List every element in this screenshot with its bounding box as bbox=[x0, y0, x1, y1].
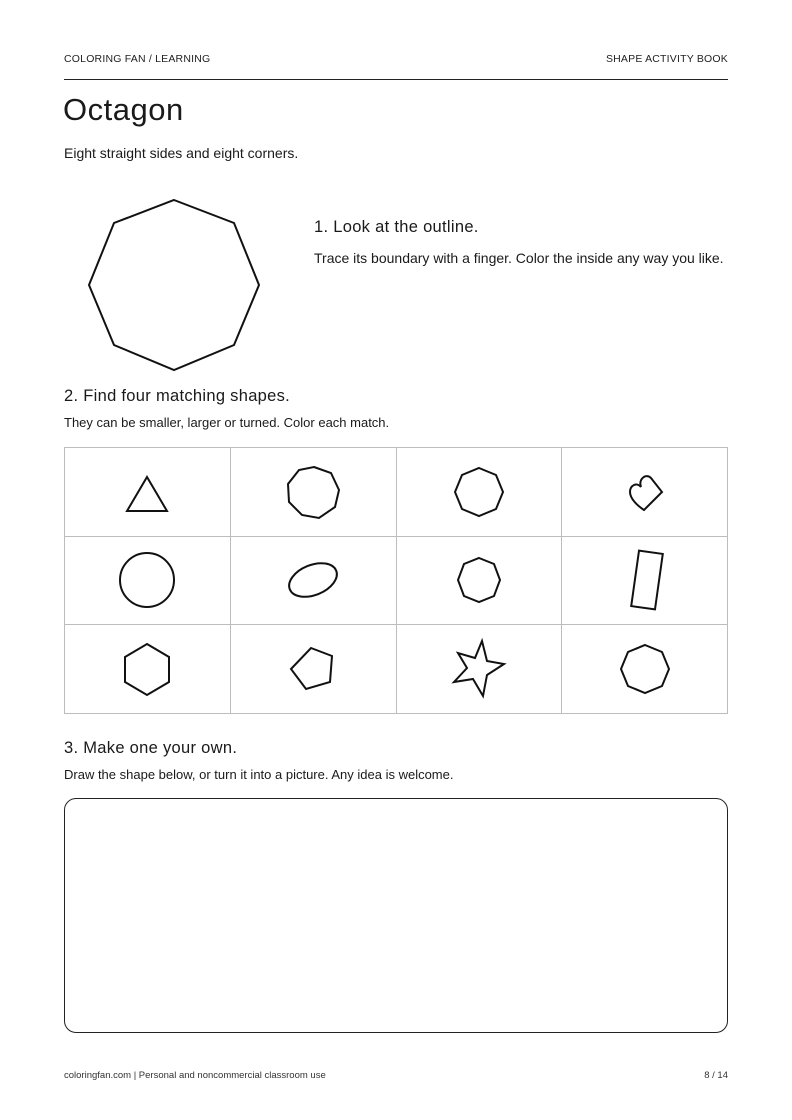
section2-text: They can be smaller, larger or turned. Color each match. bbox=[64, 415, 390, 430]
shape-cell[interactable] bbox=[397, 537, 563, 626]
shape-cell[interactable] bbox=[562, 537, 728, 626]
shape-cell[interactable] bbox=[397, 448, 563, 537]
octagon-icon bbox=[444, 545, 514, 615]
shape-cell[interactable] bbox=[231, 448, 397, 537]
page-title: Octagon bbox=[63, 92, 184, 127]
circle-icon bbox=[112, 545, 182, 615]
section1-heading: 1. Look at the outline. bbox=[314, 218, 479, 236]
shape-cell[interactable] bbox=[562, 448, 728, 537]
shape-cell[interactable] bbox=[65, 625, 231, 714]
section3-heading: 3. Make one your own. bbox=[64, 739, 238, 757]
ellipse-icon bbox=[278, 545, 348, 615]
shape-cell[interactable] bbox=[231, 625, 397, 714]
octagon-outline-icon bbox=[84, 195, 264, 375]
footer-credit: coloringfan.com | Personal and noncommercial classroom use bbox=[64, 1070, 326, 1081]
page-subtitle: Eight straight sides and eight corners. bbox=[64, 145, 299, 161]
drawing-area[interactable] bbox=[64, 798, 728, 1033]
octagon-icon bbox=[278, 457, 348, 527]
shape-cell[interactable] bbox=[397, 625, 563, 714]
heart-icon bbox=[610, 457, 680, 527]
octagon-icon bbox=[444, 457, 514, 527]
section2-heading: 2. Find four matching shapes. bbox=[64, 387, 291, 405]
shape-cell[interactable] bbox=[65, 537, 231, 626]
section1-text: Trace its boundary with a finger. Color the inside any way you like. bbox=[314, 250, 724, 266]
star-icon bbox=[444, 634, 514, 704]
header-left-label: COLORING FAN / LEARNING bbox=[64, 53, 211, 65]
shape-grid bbox=[64, 447, 728, 714]
shape-cell[interactable] bbox=[231, 537, 397, 626]
shape-cell[interactable] bbox=[562, 625, 728, 714]
hexagon-icon bbox=[112, 634, 182, 704]
section3-text: Draw the shape below, or turn it into a picture. Any idea is welcome. bbox=[64, 767, 454, 782]
header-divider bbox=[64, 79, 728, 80]
page-number: 8 / 14 bbox=[704, 1070, 728, 1081]
pentagon-icon bbox=[278, 634, 348, 704]
shape-cell[interactable] bbox=[65, 448, 231, 537]
header-right-label: SHAPE ACTIVITY BOOK bbox=[605, 53, 728, 65]
rectangle-icon bbox=[610, 545, 680, 615]
octagon-icon bbox=[610, 634, 680, 704]
triangle-icon bbox=[112, 457, 182, 527]
